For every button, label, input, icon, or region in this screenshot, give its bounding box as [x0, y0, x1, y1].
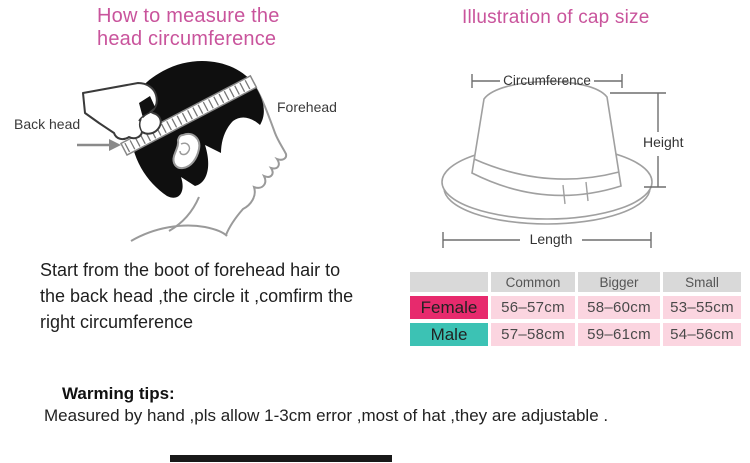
table-cell: 58–60cm	[578, 296, 660, 319]
warming-tips-heading: Warming tips:	[62, 384, 175, 403]
table-cell: 56–57cm	[491, 296, 575, 319]
table-header-empty	[410, 272, 488, 292]
table-header-small: Small	[663, 272, 741, 292]
description-line: right circumference	[40, 312, 194, 332]
table-cell: 54–56cm	[663, 323, 741, 346]
measure-title-line2: head circumference	[97, 28, 277, 50]
description-line: Start from the boot of forehead hair to	[40, 260, 341, 280]
height-label: Height	[643, 134, 684, 150]
table-cell: 57–58cm	[491, 323, 575, 346]
measure-title	[97, 5, 280, 51]
row-label-male: Male	[410, 323, 488, 346]
head-measure-illustration	[55, 55, 345, 265]
table-header-bigger: Bigger	[578, 272, 660, 292]
forehead-label: Forehead	[277, 99, 337, 115]
cap-size-title: Illustration of cap size	[462, 7, 650, 28]
size-table	[410, 272, 741, 346]
table-cell: 53–55cm	[663, 296, 741, 319]
description-line: the back head ,the circle it ,comfirm the	[40, 286, 354, 306]
row-label-female: Female	[410, 296, 488, 319]
circumference-label: Circumference	[503, 73, 591, 88]
table-header-common: Common	[491, 272, 575, 292]
back-head-label: Back head	[14, 116, 81, 132]
measure-description	[40, 257, 353, 335]
arrow-right-icon	[77, 139, 121, 151]
measure-title-line1: How to measure the	[97, 5, 280, 27]
bottom-divider-bar	[170, 455, 392, 462]
hand-illustration	[83, 83, 161, 139]
warming-tips-body: Measured by hand ,pls allow 1-3cm error ,most of hat ,they are adjustable .	[44, 406, 609, 425]
length-label: Length	[529, 231, 573, 247]
table-cell: 59–61cm	[578, 323, 660, 346]
